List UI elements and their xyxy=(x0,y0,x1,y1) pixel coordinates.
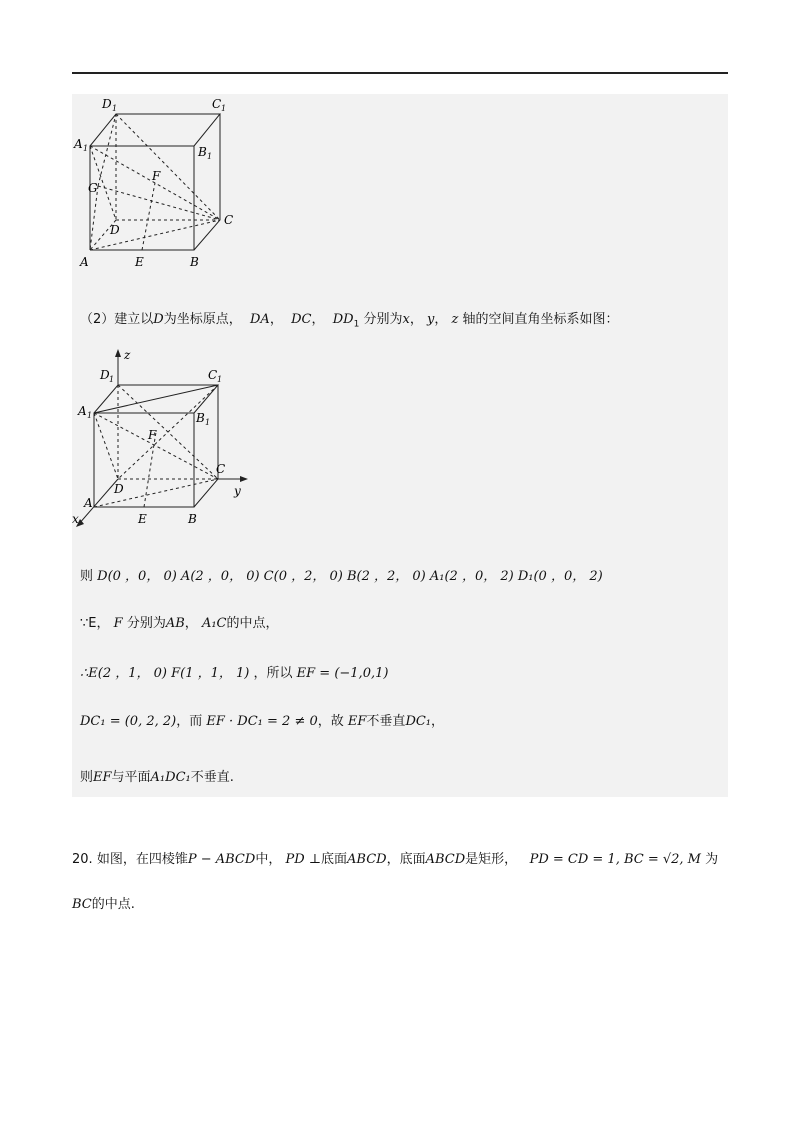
conclusion-plane: A₁DC₁ xyxy=(150,770,191,785)
conclusion-EF: EF xyxy=(93,770,112,785)
label-G: G xyxy=(88,181,98,195)
label2-C1-sub: 1 xyxy=(217,375,223,384)
since-AB: AB xyxy=(165,616,185,631)
label2-F: F xyxy=(148,428,157,442)
since-lead: ∵E， xyxy=(80,616,110,631)
since-mid: 分别为 xyxy=(126,616,166,631)
label2-D: D xyxy=(114,482,124,496)
label-C: C xyxy=(224,213,234,227)
axis-DD1-sub: 1 xyxy=(353,319,360,330)
q20-conditions: PD = CD = 1, BC = √2, M xyxy=(529,852,701,867)
cube-figure-2 xyxy=(72,345,262,530)
coords-lead: 则 xyxy=(80,569,94,584)
therefore-so: ，所以 xyxy=(253,666,293,681)
q20-base: 底面 xyxy=(321,852,348,867)
label2-D1: D xyxy=(100,368,110,382)
q20-ABCD-2: ABCD xyxy=(425,852,466,867)
label-A1: A xyxy=(74,137,83,151)
dc1-notperp: 不垂直 xyxy=(366,714,406,729)
q20-PD-perp: PD ⊥ xyxy=(285,852,321,867)
q20-mid: 中， xyxy=(255,852,282,867)
question-20-cont xyxy=(72,893,135,912)
since-A1C: A₁C xyxy=(201,616,227,631)
dc1-end: ， xyxy=(431,714,445,729)
part2-mid: 为坐标原点， xyxy=(163,312,242,327)
label-B1-sub: 1 xyxy=(207,152,213,161)
dc1-hence: ，故 xyxy=(317,714,344,729)
axis-DD1: DD xyxy=(332,312,354,327)
conclusion-mid: 与平面 xyxy=(111,770,151,785)
label-x: x xyxy=(72,512,79,526)
label2-B1: B xyxy=(196,411,205,425)
conclusion-tail: 不垂直. xyxy=(190,770,234,785)
axis-DC: DC xyxy=(291,312,312,327)
part2-suffix: 轴的空间直角坐标系如图： xyxy=(462,312,619,327)
label-B: B xyxy=(190,255,199,269)
label-D1-sub: 1 xyxy=(112,104,118,113)
label-F: F xyxy=(152,169,161,183)
q20-rect: 是矩形， xyxy=(465,852,518,867)
origin-D: D xyxy=(153,312,164,327)
since-comma: ， xyxy=(184,616,198,631)
label2-D1-sub: 1 xyxy=(109,375,115,384)
q20-ABCD: ABCD xyxy=(347,852,387,867)
label-A: A xyxy=(80,255,89,269)
dc1-DC1: DC₁ xyxy=(405,714,432,729)
dot-product: EF · DC₁ = 2 ≠ 0 xyxy=(206,714,318,729)
header-rule xyxy=(72,72,728,74)
vector-DC1: DC₁ = (0, 2, 2) xyxy=(80,714,177,729)
label2-A1-sub: 1 xyxy=(87,411,93,420)
dc1-line xyxy=(80,710,444,729)
q20-BC: BC xyxy=(72,897,92,912)
since-tail: 的中点， xyxy=(226,616,279,631)
since-line xyxy=(80,612,279,631)
coords-text: D(0 ，0， 0) A(2 ，0， 0) C(0 ，2， 0) B(2 ，2， 0) A₁(2 ，0， 2) D₁(0 ，0， 2) xyxy=(97,569,603,584)
question-number: 20. xyxy=(72,852,93,867)
label2-E: E xyxy=(138,512,147,526)
name-y: y xyxy=(426,312,435,327)
part2-prefix: （2）建立以 xyxy=(80,312,154,327)
part2-mid2: 分别为 xyxy=(363,312,403,327)
label-B1: B xyxy=(198,145,207,159)
dc1-and: ，而 xyxy=(176,714,203,729)
axis-DA: DA xyxy=(250,312,270,327)
conclusion-line xyxy=(80,766,234,785)
cube-figure-1 xyxy=(72,96,252,276)
label2-C: C xyxy=(216,462,226,476)
label2-A1: A xyxy=(78,404,87,418)
label-z: z xyxy=(124,348,131,362)
coords-line xyxy=(80,565,603,584)
conclusion-lead: 则 xyxy=(80,770,94,785)
vector-EF: EF = (−1,0,1) xyxy=(296,666,389,681)
question-20 xyxy=(72,848,718,867)
label2-C1: C xyxy=(208,368,218,382)
label2-B: B xyxy=(188,512,197,526)
label-D: D xyxy=(110,223,120,237)
label-C1: C xyxy=(212,97,222,111)
label2-B1-sub: 1 xyxy=(205,418,211,427)
label-C1-sub: 1 xyxy=(221,104,227,113)
dc1-EF: EF xyxy=(347,714,367,729)
label2-A: A xyxy=(84,496,93,510)
q20-pyramid: P − ABCD xyxy=(187,852,256,867)
label-D1: D xyxy=(102,97,112,111)
therefore-text: ∴E(2 ，1， 0) F(1 ，1， 1) xyxy=(80,666,250,681)
q20-tail: 的中点. xyxy=(91,897,135,912)
q20-comma: ，底面 xyxy=(386,852,426,867)
label-A1-sub: 1 xyxy=(83,144,89,153)
since-F: F xyxy=(113,616,123,631)
q20-intro: 如图，在四棱锥 xyxy=(96,852,188,867)
label-y: y xyxy=(234,484,241,498)
label-E: E xyxy=(135,255,144,269)
therefore-line xyxy=(80,662,388,681)
name-z: z xyxy=(451,312,459,327)
q20-is: 为 xyxy=(705,852,719,867)
name-x: x xyxy=(402,312,410,327)
part2-line: （2）建立以D为坐标原点， DA， DC， $DD_1$ 分别为x， y， z 轴的空间直角坐标系如图： xyxy=(80,312,619,330)
